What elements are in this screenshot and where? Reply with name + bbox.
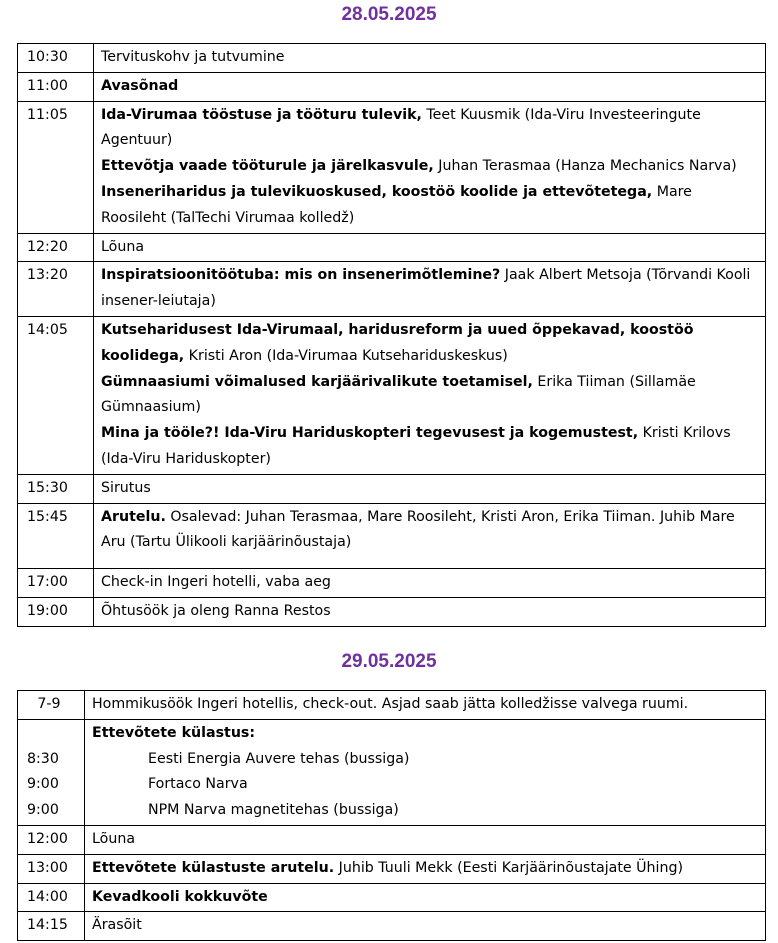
time-cell: 11:00 <box>18 72 94 101</box>
agenda-item <box>101 421 761 473</box>
desc-cell <box>85 854 766 883</box>
time-cell: 11:05 <box>18 101 94 233</box>
time-cell: 13:00 <box>18 854 85 883</box>
table-row <box>18 854 766 883</box>
time-cell: 7-9 <box>18 691 85 720</box>
talk-speaker: Erika Tiiman (Sillamäe Gümnaasium) <box>101 373 696 416</box>
time-cell: 12:20 <box>18 233 94 262</box>
agenda-item <box>101 103 761 155</box>
day1-schedule-table <box>17 43 766 627</box>
time-cell: 12:00 <box>18 825 85 854</box>
time-cell: 14:15 <box>18 912 85 941</box>
time-cell: 14:00 <box>18 883 85 912</box>
talk-title: Inspiratsioonitöötuba: mis on insenerimõtlemine? <box>101 267 501 284</box>
talk-speaker: Juhan Terasmaa (Hanza Mechanics Narva) <box>433 158 737 175</box>
table-row <box>18 719 766 825</box>
talk-title: Ettevõtete külastuste arutelu. <box>92 859 335 876</box>
desc-cell <box>94 503 766 569</box>
talk-speaker: Juhib Tuuli Mekk (Eesti Karjäärinõustajate Ühing) <box>334 859 683 876</box>
time-cell: 13:20 <box>18 262 94 317</box>
table-row <box>18 316 766 474</box>
desc-cell: Ärasõit <box>85 912 766 941</box>
desc-cell <box>94 262 766 317</box>
desc-cell: Lõuna <box>94 233 766 262</box>
time-cell: 15:30 <box>18 474 94 503</box>
talk-title: Ettevõtja vaade tööturule ja järelkasvule, <box>101 158 434 175</box>
time-cell: 14:05 <box>18 316 94 474</box>
talk-title: Mina ja tööle?! Ida-Viru Hariduskopteri tegevusest ja kogemustest, <box>101 425 639 442</box>
agenda-item <box>101 318 761 370</box>
table-row <box>18 912 766 941</box>
talk-speaker: Kristi Krilovs (Ida-Viru Hariduskopter) <box>101 425 731 467</box>
desc-cell: Check-in Ingeri hotelli, vaba aeg <box>94 569 766 598</box>
agenda-item <box>101 263 761 315</box>
desc-cell: Kevadkooli kokkuvõte <box>85 883 766 912</box>
table-row <box>18 262 766 317</box>
talk-speaker: Osalevad: Juhan Terasmaa, Mare Roosileht, Kristi Aron, Erika Tiiman. Juhib Mare Aru (Tartu Ülikooli karjäärinõustaja) <box>101 508 735 551</box>
agenda-item <box>101 505 761 557</box>
time-cell: 19:00 <box>18 597 94 626</box>
talk-title: Kutseharidusest Ida-Virumaal, haridusreform ja uued õppekavad, koostöö koolidega, <box>101 321 694 364</box>
day1-title: 28.05.2025 <box>341 4 437 25</box>
visit-time: 9:00 <box>27 802 59 819</box>
talk-title: Inseneriharidus ja tulevikuoskused, koostöö koolide ja ettevõtetega, <box>101 183 653 200</box>
desc-cell: Tervituskohv ja tutvumine <box>94 44 766 73</box>
agenda-item <box>101 180 761 232</box>
time-cell: 10:30 <box>18 44 94 73</box>
day2-title: 29.05.2025 <box>341 651 437 672</box>
table-row <box>18 44 766 73</box>
time-cell: 17:00 <box>18 569 94 598</box>
blank-time <box>27 721 80 747</box>
desc-cell: Lõuna <box>85 825 766 854</box>
desc-cell <box>94 101 766 233</box>
talk-speaker: Mare Roosileht (TalTechi Virumaa kolledž) <box>101 183 692 226</box>
desc-cell: Avasõnad <box>94 72 766 101</box>
table-row <box>18 569 766 598</box>
table-row <box>18 101 766 233</box>
day2-schedule-table <box>17 690 766 941</box>
time-cell: 15:45 <box>18 503 94 569</box>
visit-time: 9:00 <box>27 776 59 793</box>
desc-cell <box>94 316 766 474</box>
talk-title: Ida-Virumaa tööstuse ja tööturu tulevik, <box>101 106 422 123</box>
talk-title: Arutelu. <box>101 508 166 525</box>
table-row <box>18 474 766 503</box>
talk-speaker: Kristi Aron (Ida-Virumaa Kutsehariduskeskus) <box>184 347 508 364</box>
table-row <box>18 233 766 262</box>
agenda-item <box>101 154 761 180</box>
spacer <box>101 556 761 567</box>
table-row <box>18 597 766 626</box>
desc-cell: Õhtusöök ja oleng Ranna Restos <box>94 597 766 626</box>
table-row <box>18 72 766 101</box>
desc-cell <box>85 719 766 825</box>
talk-speaker: Teet Kuusmik (Ida-Viru Investeeringute Agentuur) <box>101 106 701 149</box>
talk-speaker: Jaak Albert Metsoja (Tõrvandi Kooli insener-leiutaja) <box>101 267 751 310</box>
table-row <box>18 883 766 912</box>
visits-heading: Ettevõtete külastus: <box>92 724 256 741</box>
desc-cell: Sirutus <box>94 474 766 503</box>
agenda-item <box>101 370 761 422</box>
desc-cell: Hommikusöök Ingeri hotellis, check-out. Asjad saab jätta kolledžisse valvega ruumi. <box>85 691 766 720</box>
time-cell <box>18 719 85 825</box>
visit-item: Fortaco Narva <box>148 776 248 793</box>
table-row <box>18 825 766 854</box>
visit-item: Eesti Energia Auvere tehas (bussiga) <box>148 750 410 767</box>
talk-title: Gümnaasiumi võimalused karjäärivalikute toetamisel, <box>101 373 533 390</box>
visit-item: NPM Narva magnetitehas (bussiga) <box>148 802 399 819</box>
table-row <box>18 691 766 720</box>
visit-time: 8:30 <box>27 750 59 767</box>
table-row <box>18 503 766 569</box>
